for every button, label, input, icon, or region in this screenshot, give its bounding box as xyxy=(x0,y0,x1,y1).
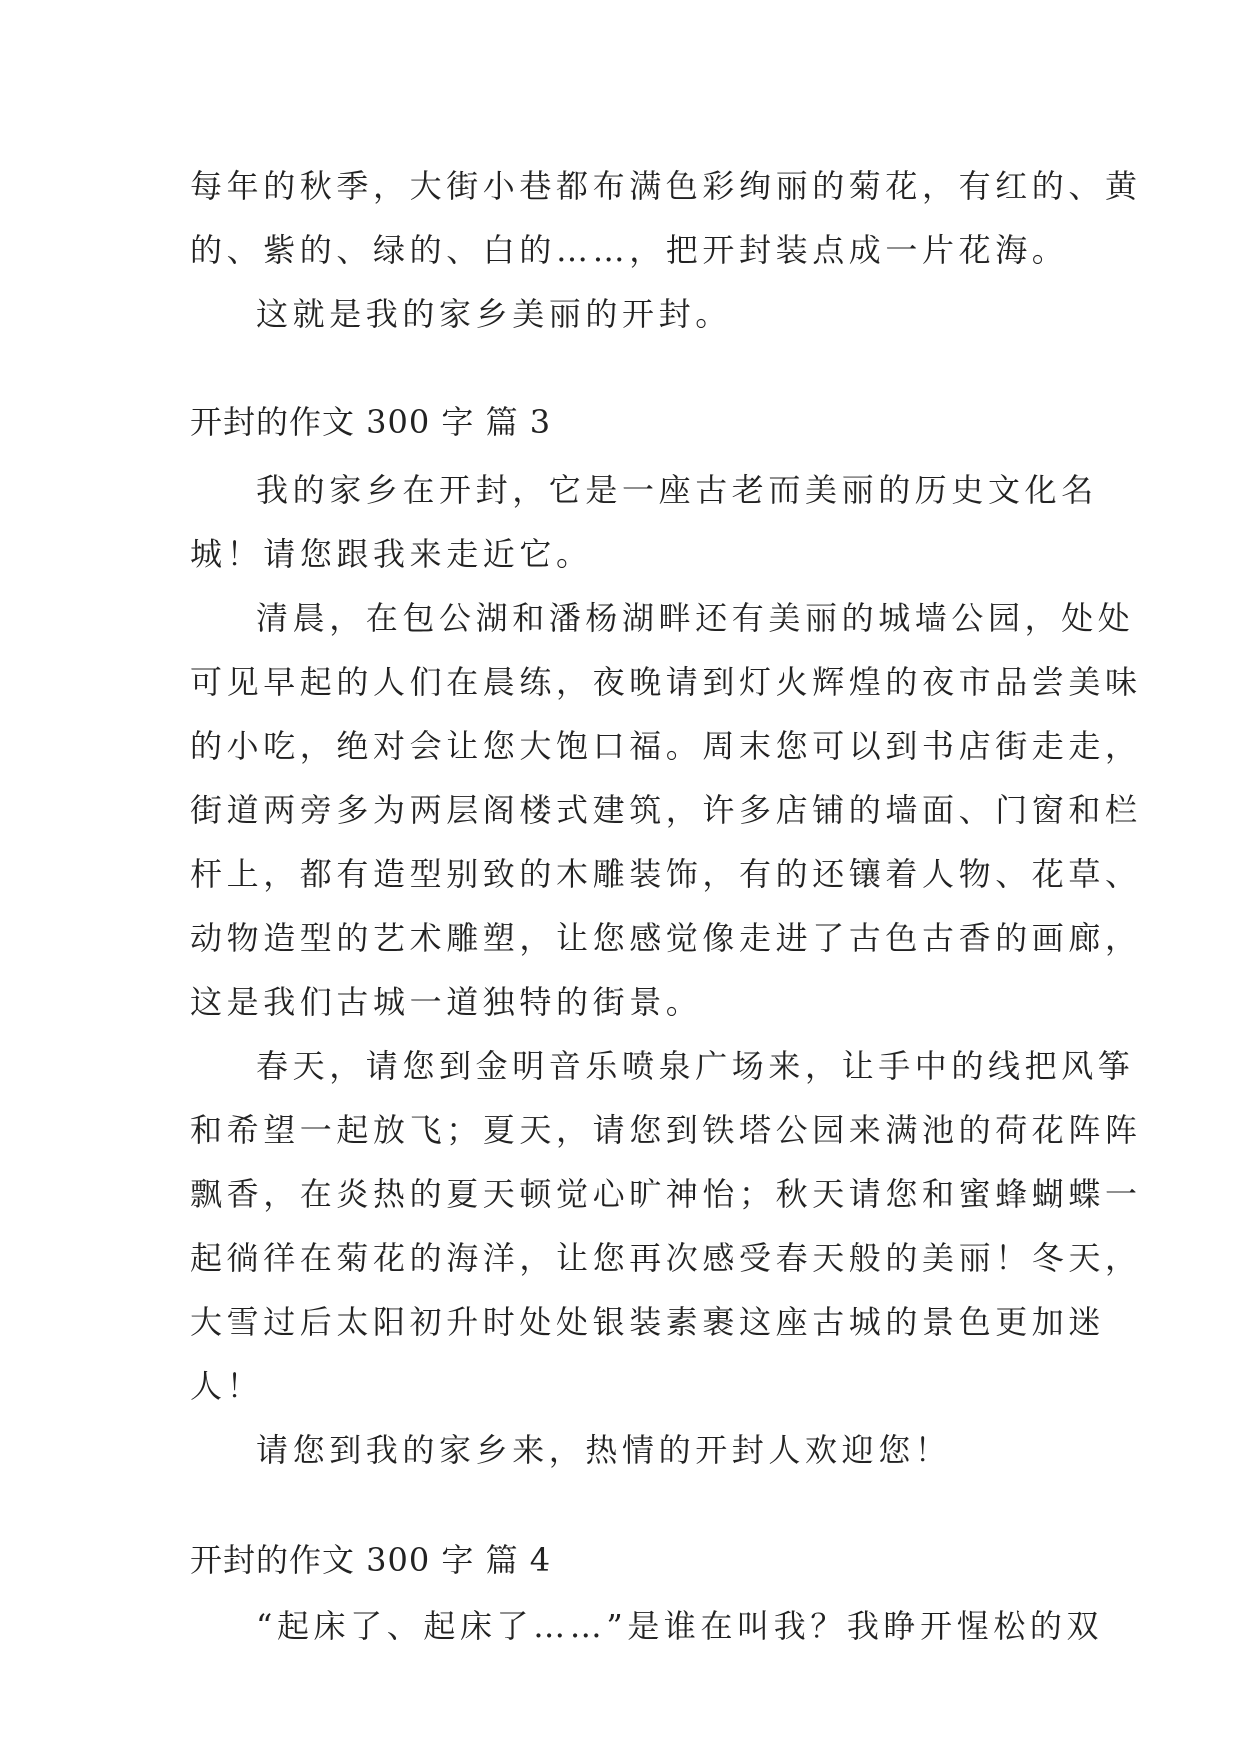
paragraph-line: 城！请您跟我来走近它。 xyxy=(190,535,593,573)
paragraph-line: “起床了、起床了……”是谁在叫我？我睁开惺松的双 xyxy=(256,1607,1104,1645)
paragraph-line: 清晨，在包公湖和潘杨湖畔还有美丽的城墙公园，处处 xyxy=(256,599,1135,637)
paragraph-line: 和希望一起放飞；夏天，请您到铁塔公园来满池的荷花阵阵 xyxy=(190,1111,1142,1149)
section-heading: 开封的作文 300 字 篇 3 xyxy=(190,403,552,441)
paragraph-line: 每年的秋季，大街小巷都布满色彩绚丽的菊花，有红的、黄 xyxy=(190,167,1142,205)
section-heading: 开封的作文 300 字 篇 4 xyxy=(190,1541,552,1579)
paragraph-line: 起徜徉在菊花的海洋，让您再次感受春天般的美丽！冬天， xyxy=(190,1239,1142,1277)
paragraph-line: 飘香，在炎热的夏天顿觉心旷神怡；秋天请您和蜜蜂蝴蝶一 xyxy=(190,1175,1142,1213)
paragraph-line: 杆上，都有造型别致的木雕装饰，有的还镶着人物、花草、 xyxy=(190,855,1142,893)
paragraph-line: 春天，请您到金明音乐喷泉广场来，让手中的线把风筝 xyxy=(256,1047,1135,1085)
paragraph-line: 请您到我的家乡来，热情的开封人欢迎您！ xyxy=(256,1431,952,1469)
paragraph-line: 人！ xyxy=(190,1367,264,1405)
paragraph-line: 的、紫的、绿的、白的……，把开封装点成一片花海。 xyxy=(190,231,1069,269)
paragraph-line: 可见早起的人们在晨练，夜晚请到灯火辉煌的夜市品尝美味 xyxy=(190,663,1142,701)
paragraph-line: 这就是我的家乡美丽的开封。 xyxy=(256,295,732,333)
paragraph-line: 街道两旁多为两层阁楼式建筑，许多店铺的墙面、门窗和栏 xyxy=(190,791,1142,829)
paragraph-line: 这是我们古城一道独特的街景。 xyxy=(190,983,703,1021)
paragraph-line: 我的家乡在开封，它是一座古老而美丽的历史文化名 xyxy=(256,471,1098,509)
paragraph-line: 动物造型的艺术雕塑，让您感觉像走进了古色古香的画廊， xyxy=(190,919,1142,957)
paragraph-line: 的小吃，绝对会让您大饱口福。周末您可以到书店街走走， xyxy=(190,727,1142,765)
paragraph-line: 大雪过后太阳初升时处处银装素裹这座古城的景色更加迷 xyxy=(190,1303,1106,1341)
